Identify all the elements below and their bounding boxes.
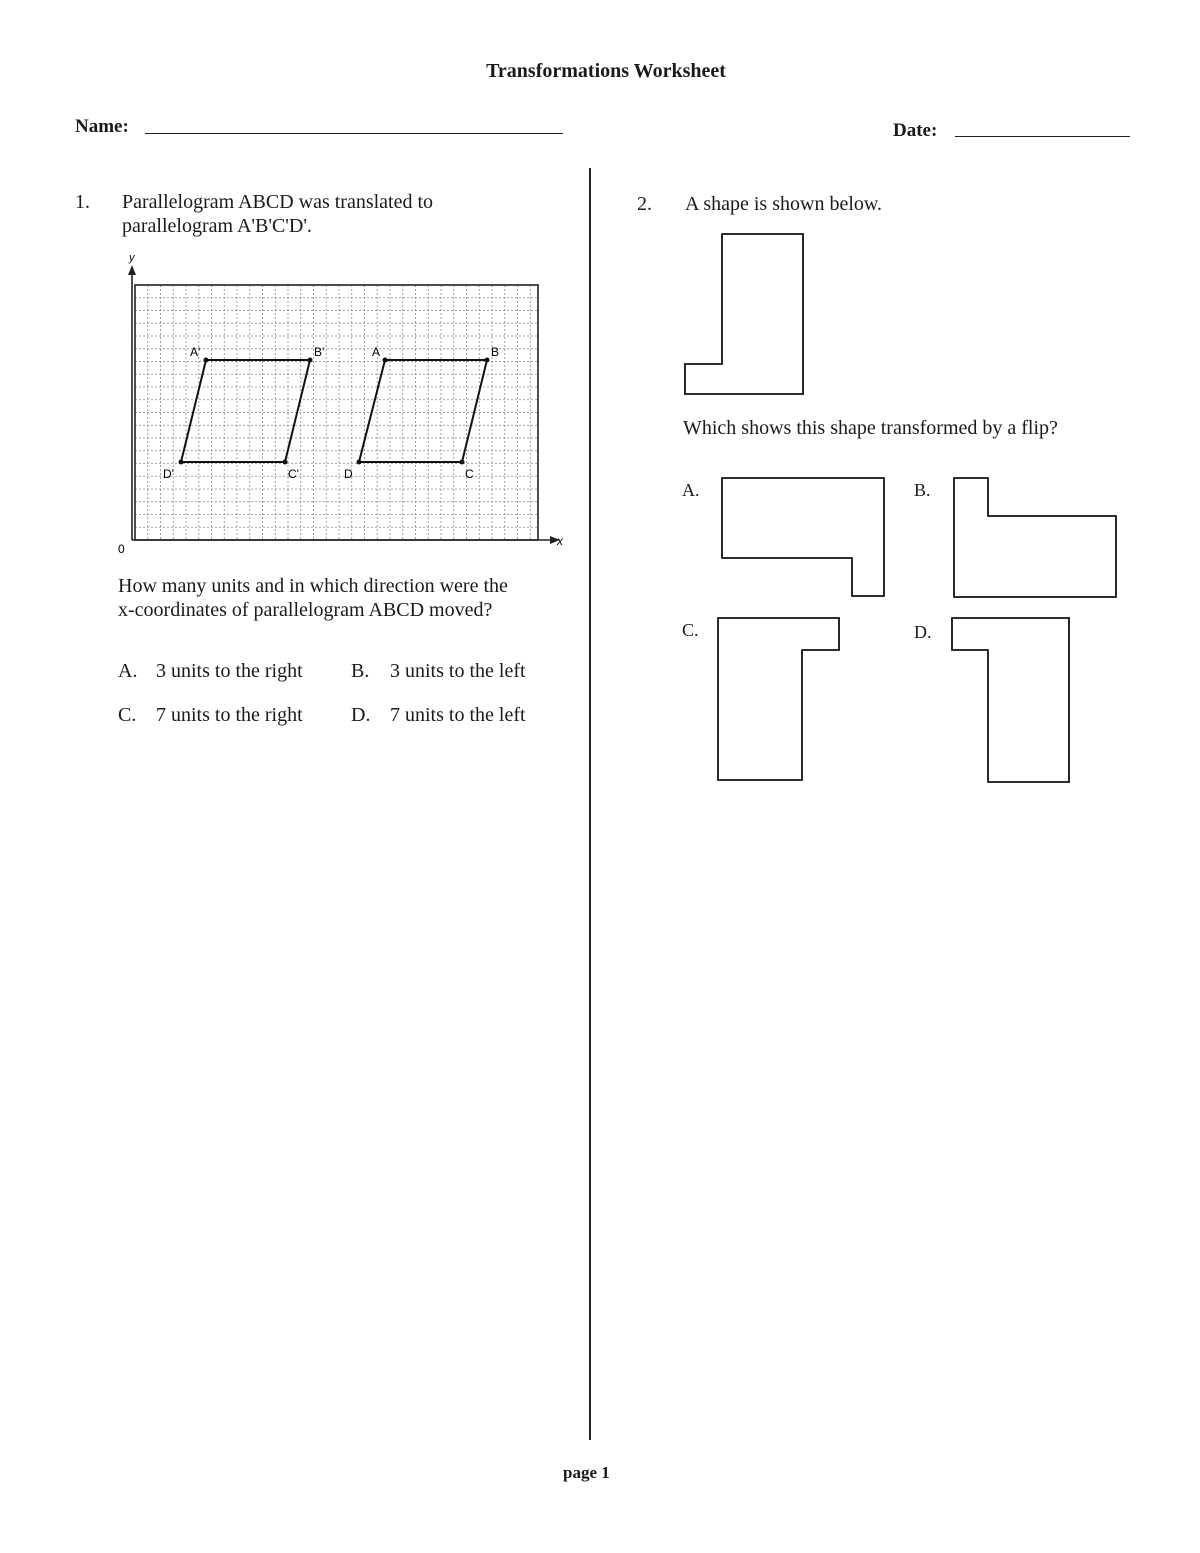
point-d-prime [179, 460, 184, 465]
q1-choice-b-text[interactable]: 3 units to the left [390, 660, 526, 682]
point-a [383, 358, 388, 363]
q2-choice-c-letter: C. [682, 620, 699, 640]
page-number: page 1 [563, 1463, 610, 1482]
x-axis-label: x [557, 534, 563, 548]
q2-choice-c-shape[interactable] [712, 612, 847, 787]
label-a: A [372, 345, 381, 359]
y-axis-label: y [129, 252, 135, 264]
point-c [460, 460, 465, 465]
column-divider [589, 168, 591, 1440]
q1-choice-d-text[interactable]: 7 units to the left [390, 704, 526, 726]
point-b-prime [308, 358, 313, 363]
label-c-prime: C' [288, 467, 299, 481]
point-d [357, 460, 362, 465]
q1-choice-b-letter: B. [351, 660, 370, 682]
translation-graph [110, 250, 580, 560]
q1-choice-d-letter: D. [351, 704, 371, 726]
label-b-prime: B' [314, 345, 325, 359]
parallelogram-abcd [359, 360, 487, 462]
q2-choice-d-letter: D. [914, 622, 932, 642]
question-1-question-line2: x-coordinates of parallelogram ABCD moved? [118, 599, 493, 621]
point-b [485, 358, 490, 363]
worksheet-title: Transformations Worksheet [486, 60, 726, 82]
origin-label: 0 [118, 542, 125, 556]
date-field-line[interactable] [955, 136, 1130, 137]
question-1-number: 1. [75, 191, 90, 213]
q2-choice-a-shape[interactable] [716, 472, 891, 602]
original-shape [680, 228, 810, 398]
question-2-number: 2. [637, 193, 652, 215]
q2-choice-a-letter: A. [682, 480, 700, 500]
y-axis-arrow [128, 265, 136, 275]
question-1-prompt-line2: parallelogram A'B'C'D'. [122, 215, 312, 237]
question-1-prompt-line1: Parallelogram ABCD was translated to [122, 191, 434, 213]
question-2-prompt: A shape is shown below. [685, 193, 883, 215]
q1-choice-c-letter: C. [118, 704, 137, 726]
q1-choice-a-text[interactable]: 3 units to the right [156, 660, 303, 682]
q2-choice-b-letter: B. [914, 480, 931, 500]
q1-choice-c-text[interactable]: 7 units to the right [156, 704, 303, 726]
q2-choice-b-shape[interactable] [948, 472, 1123, 604]
label-c: C [465, 467, 474, 481]
parallelogram-a-prime-b-prime-c-prime-d-prime [181, 360, 310, 462]
label-d: D [344, 467, 353, 481]
date-label: Date: [893, 120, 938, 141]
label-a-prime: A' [190, 345, 201, 359]
point-c-prime [283, 460, 288, 465]
question-2-question: Which shows this shape transformed by a flip? [683, 417, 1058, 439]
point-a-prime [204, 358, 209, 363]
name-field-line[interactable] [145, 133, 563, 134]
graph-grid [135, 285, 538, 540]
question-1-question-line1: How many units and in which direction were the [118, 575, 508, 597]
q2-choice-d-shape[interactable] [946, 612, 1076, 787]
label-d-prime: D' [163, 467, 174, 481]
name-label: Name: [75, 116, 129, 137]
label-b: B [491, 345, 500, 359]
q1-choice-a-letter: A. [118, 660, 138, 682]
